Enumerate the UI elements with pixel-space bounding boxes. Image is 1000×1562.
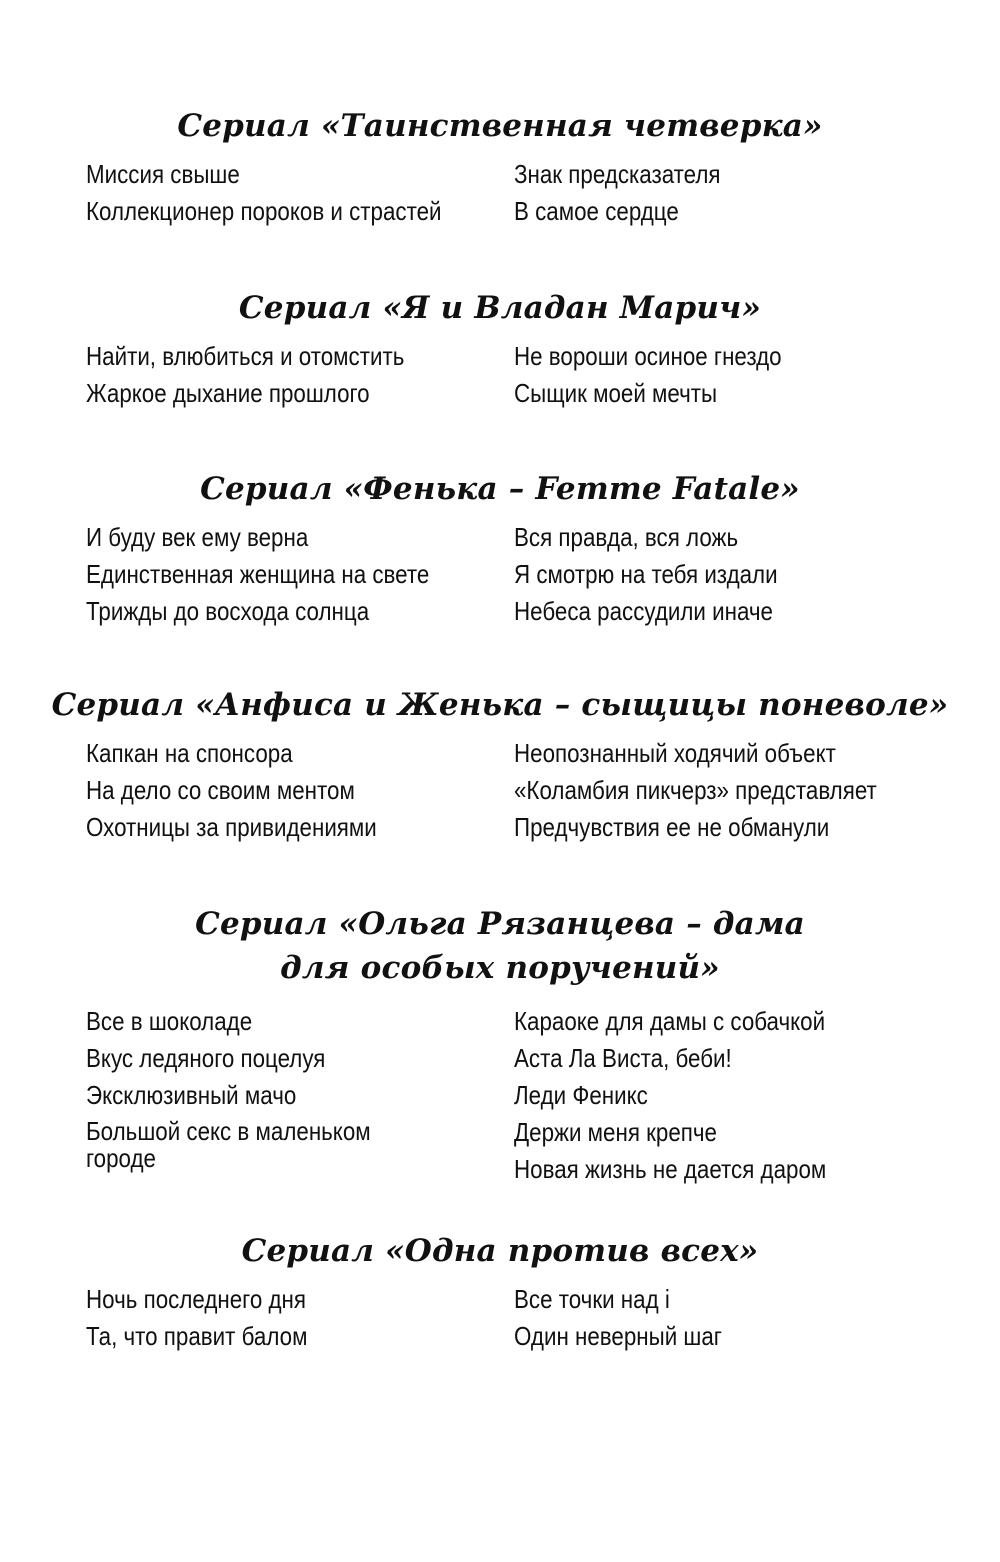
book-title: И буду век ему верна <box>86 522 309 552</box>
book-title: Все в шоколаде <box>86 1006 253 1036</box>
book-title: Ночь последнего дня <box>86 1284 306 1314</box>
book-column-right <box>514 160 934 234</box>
book-list <box>0 160 1000 250</box>
book-title: Леди Феникс <box>514 1080 648 1110</box>
series-title: Сериал «Анфиса и Женька – сыщицы поневоле» <box>51 687 949 723</box>
book-column-left <box>86 342 486 416</box>
book-column-left <box>86 739 486 850</box>
book-title: Вкус ледяного поцелуя <box>86 1043 326 1073</box>
book-column-right <box>514 523 934 634</box>
book-title: Небеса рассудили иначе <box>514 596 773 626</box>
book-title: Жаркое дыхание прошлого <box>86 378 370 408</box>
book-title: Караоке для дамы с собачкой <box>514 1006 826 1036</box>
book-title: Охотницы за привидениями <box>86 812 377 842</box>
book-title: Один неверный шаг <box>514 1321 722 1351</box>
book-title: Держи меня крепче <box>514 1117 718 1147</box>
book-list <box>0 1007 1000 1207</box>
book-title: Предчувствия ее не обманули <box>514 812 830 842</box>
series-section <box>0 1229 1000 1363</box>
book-title: Новая жизнь не дается даром <box>514 1154 827 1184</box>
series-section <box>0 467 1000 631</box>
book-title: Я смотрю на тебя издали <box>514 559 778 589</box>
book-list <box>0 342 1000 432</box>
book-column-right <box>514 342 934 416</box>
book-title: Трижды до восхода солнца <box>86 596 370 626</box>
series-title-line-2: для особых поручений» <box>280 950 720 986</box>
book-title: Найти, влюбиться и отомстить <box>86 341 405 371</box>
book-title: Большой секс в маленьком городе <box>86 1116 371 1173</box>
book-column-right <box>514 1285 934 1359</box>
book-list <box>0 739 1000 859</box>
series-title: Сериал «Я и Владан Марич» <box>238 290 762 326</box>
book-title: Неопознанный ходячий объект <box>514 738 836 768</box>
book-title: Не вороши осиное гнездо <box>514 341 782 371</box>
book-title: Коллекционер пороков и страстей <box>86 196 442 226</box>
series-section <box>0 286 1000 420</box>
series-title: Сериал «Таинственная четверка» <box>177 108 823 144</box>
book-title: Единственная женщина на свете <box>86 559 430 589</box>
book-column-left <box>86 523 486 634</box>
book-title: Сыщик моей мечты <box>514 378 718 408</box>
book-title: Знак предсказателя <box>514 159 721 189</box>
book-title: Эксклюзивный мачо <box>86 1080 297 1110</box>
series-title: Сериал «Фенька – Femme Fatale» <box>200 471 800 507</box>
book-column-right <box>514 739 934 850</box>
book-list <box>0 1285 1000 1375</box>
series-title: Сериал «Одна против всех» <box>241 1233 759 1269</box>
series-section <box>0 104 1000 238</box>
book-title: Та, что правит балом <box>86 1321 308 1351</box>
series-title-line-1: Сериал «Ольга Рязанцева – дама <box>195 906 805 942</box>
book-title: Вся правда, вся ложь <box>514 522 739 552</box>
book-title: Капкан на спонсора <box>86 738 293 768</box>
book-title: «Коламбия пикчерз» представляет <box>514 775 877 805</box>
book-title: На дело со своим ментом <box>86 775 355 805</box>
book-title: Аста Ла Виста, беби! <box>514 1043 732 1073</box>
book-column-left <box>86 1007 486 1181</box>
book-title: Миссия свыше <box>86 159 240 189</box>
series-section <box>0 902 1000 1190</box>
book-column-right <box>514 1007 934 1192</box>
series-section <box>0 683 1000 847</box>
book-list <box>0 523 1000 643</box>
book-title: Все точки над i <box>514 1284 670 1314</box>
book-title: В самое сердце <box>514 196 679 226</box>
book-column-left <box>86 1285 486 1359</box>
book-column-left <box>86 160 486 234</box>
